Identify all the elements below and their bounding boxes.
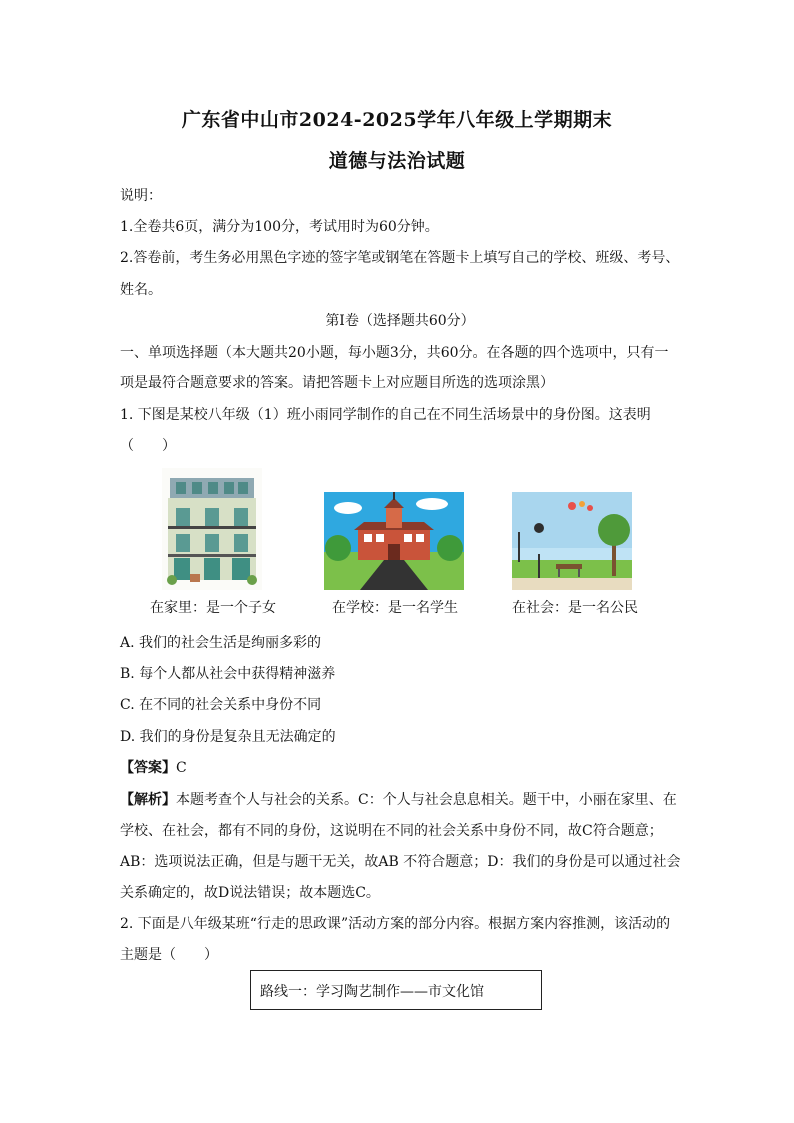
q2-route-text: 路线一：学习陶艺制作——市文化馆 [260,984,484,1000]
park-image [512,492,632,590]
q1-option-d: D. 我们的身份是复杂且无法确定的 [120,729,336,745]
q2-stem-a: 2. 下面是八年级某班“行走的思政课”活动方案的部分内容。根据方案内容推测，该活动的 [120,916,671,932]
section-title: 第Ⅰ卷（选择题共60分） [325,313,475,329]
q1-option-b: B. 每个人都从社会中获得精神滋养 [120,666,336,682]
note-label: 说明： [120,188,162,204]
house-image [162,468,262,590]
answer-label: 【答案】 [120,760,176,776]
q1-answer [120,758,680,778]
q2-stem-b: 主题是（ ） [120,947,218,963]
q1-analysis-a [120,790,680,810]
note-2a: 2.答卷前，考生务必用黑色字迹的签字笔或钢笔在答题卡上填写自己的学校、班级、考号、 [120,250,680,266]
answer-value: C [176,760,187,776]
q1-option-a: A. 我们的社会生活是绚丽多彩的 [120,635,322,651]
doc-title-line2: 道德与法治试题 [328,150,466,172]
caption-home: 在家里：是一个子女 [150,600,276,616]
part1-instructions-b: 项是最符合题意要求的答案。请把答题卡上对应题目所选的选项涂黑） [120,375,554,391]
part1-instructions-a: 一、单项选择题（本大题共20小题，每小题3分，共60分。在各题的四个选项中，只有一 [120,345,669,361]
note-2b: 姓名。 [120,282,162,298]
school-image [324,492,464,590]
q1-option-c: C. 在不同的社会关系中身份不同 [120,697,322,713]
q1-stem-b: （ ） [120,438,176,454]
note-1: 1.全卷共6页，满分为100分，考试用时为60分钟。 [120,219,439,235]
q1-analysis-b: 学校、在社会，都有不同的身份，这说明在不同的社会关系中身份不同，故C符合题意； [120,823,663,839]
q1-analysis-c: AB：选项说法正确，但是与题干无关，故AB 不符合题意；D：我们的身份是可以通过社会 [120,854,681,870]
caption-society: 在社会：是一名公民 [512,600,638,616]
q2-route-box [250,970,542,1010]
analysis-label: 【解析】 [120,792,176,808]
analysis-text-a: 本题考查个人与社会的关系。C：个人与社会息息相关。题干中，小丽在家里、在 [176,792,677,808]
caption-school: 在学校：是一名学生 [332,600,458,616]
q1-stem-a: 1. 下图是某校八年级（1）班小雨同学制作的自己在不同生活场景中的身份图。这表明 [120,407,651,423]
q1-analysis-d: 关系确定的，故D说法错误；故本题选C。 [120,885,380,901]
doc-title-line1: 广东省中山市2024-2025学年八年级上学期期末 [181,109,613,131]
